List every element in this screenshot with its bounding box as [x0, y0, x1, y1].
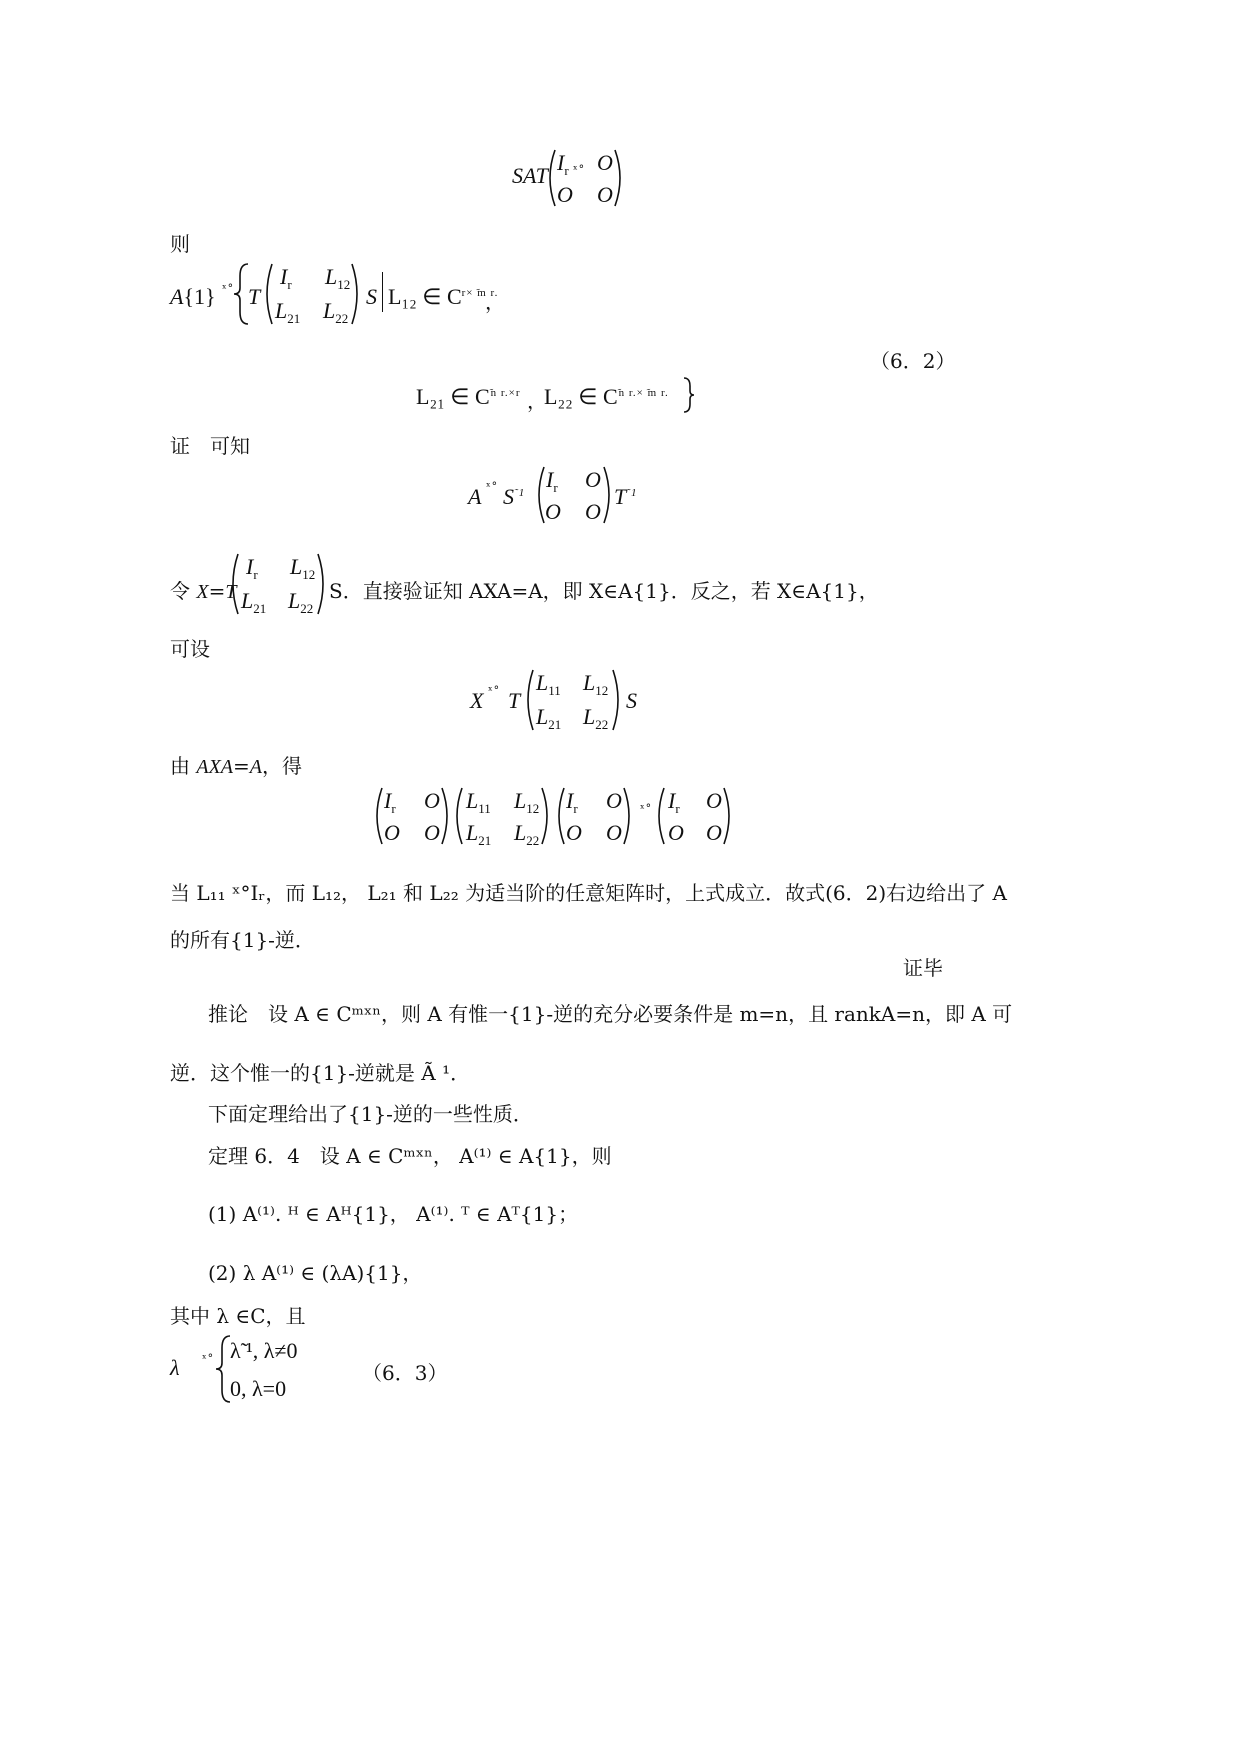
para-when-2: 的所有{1}-逆．: [170, 928, 315, 952]
text-kes: 可设: [170, 637, 210, 661]
eq5-m1-01: O: [424, 788, 440, 813]
where-line: 其中 λ ∈C，且: [170, 1304, 306, 1328]
eq5-m4-00: $I_r$: [668, 788, 680, 816]
eq3-lhs: A: [468, 484, 482, 509]
eq1-m01: O: [597, 150, 613, 175]
let-post: S．直接验证知 AXA=A，即 X∈A{1}．反之，若 X∈A{1}，: [329, 579, 879, 603]
text-ze: 则: [170, 232, 190, 256]
eq5-m1-11: O: [424, 820, 440, 845]
eq4-m10: $L_{21}$: [536, 704, 562, 732]
below-theorem: 下面定理给出了{1}-逆的一些性质．: [208, 1102, 533, 1126]
corollary-1: 推论 设 A ∈ Cᵐˣⁿ，则 A 有惟一{1}-逆的充分必要条件是 m=n，且 rankA=n，即 A 可: [208, 1002, 1013, 1026]
theorem-6-4: 定理 6．4 设 A ∈ Cᵐˣⁿ， A⁽¹⁾ ∈ A{1}，则: [208, 1144, 612, 1168]
eqnum-6-3: （6．3）: [362, 1361, 448, 1385]
eq4-m00: $L_{11}$: [536, 670, 561, 698]
eq4-mark: ˣ°: [488, 684, 501, 697]
eq5-m3-00: $I_r$: [566, 788, 578, 816]
eq5-m3-01: O: [606, 788, 622, 813]
eq5-m2-11: $L_{22}$: [514, 820, 540, 848]
eq2-close-brace: [682, 376, 696, 414]
eq1-m11: O: [597, 182, 613, 207]
item-1: (1) A⁽¹⁾. ᴴ ∈ Aᴴ{1}， A⁽¹⁾. ᵀ ∈ Aᵀ{1}；: [208, 1202, 579, 1226]
eq2-cond3: L₂₂ ∈ $C^{̃n r.\times ̃m r.}$: [544, 384, 669, 409]
eq5-m3-11: O: [606, 820, 622, 845]
eq3-m01: O: [585, 467, 601, 492]
eq5-m4-10: O: [668, 820, 684, 845]
eq5-m1-10: O: [384, 820, 400, 845]
eq4-S: S: [626, 688, 637, 713]
eq5-m4-01: O: [706, 788, 722, 813]
eq4-T: T: [508, 688, 521, 713]
eq4-m01: $L_{12}$: [583, 670, 609, 698]
para-when-1: 当 L₁₁ ˣ°Iᵣ，而 L₁₂， L₂₁ 和 L₂₂ 为适当阶的任意矩阵时，上式成立．故式(6．2)右边给出了 A: [170, 881, 1007, 905]
eq5-m2-10: $L_{21}$: [466, 820, 492, 848]
eq6-lhs: λ: [170, 1355, 180, 1380]
eq2-cond2: L₂₁ ∈ $C^{̃n r.\times r}$: [416, 384, 521, 409]
eq1-mark: ˣ°: [573, 163, 586, 176]
eq2-T: T: [248, 284, 261, 309]
eq2-m01: $L_{12}$: [325, 264, 351, 292]
eq2-m00: $I_r$: [280, 264, 292, 292]
eq3-T: $T^{̃ 1}$: [614, 484, 638, 509]
eq5-m3-10: O: [566, 820, 582, 845]
item-2: (2) λ A⁽¹⁾ ∈ (λA){1}，: [208, 1261, 423, 1285]
eq2-comma: ，: [485, 290, 505, 314]
eq4-m11: $L_{22}$: [583, 704, 609, 732]
qed: 证毕: [903, 956, 943, 980]
let-m11: $L_{22}$: [288, 588, 314, 616]
eq4-lhs: X: [470, 688, 484, 713]
eq2-lhs: A{1}: [170, 284, 216, 309]
eq1-m00: $I_r$: [557, 150, 569, 178]
let-m10: $L_{21}$: [241, 588, 267, 616]
eq3-m11: O: [585, 499, 601, 524]
eq2-mark: ˣ°: [222, 282, 235, 295]
eq3-mark: ˣ°: [486, 480, 499, 493]
eq3-m10: O: [545, 499, 561, 524]
text-from: 由 AXA=A，得: [170, 754, 302, 778]
eq5-m2-01: $L_{12}$: [514, 788, 540, 816]
eq6-case2: 0, λ=0: [230, 1376, 287, 1401]
let-pre: 令 X=T: [170, 579, 237, 603]
eq2-sep: ，: [527, 389, 547, 413]
let-m01: $L_{12}$: [290, 554, 316, 582]
eq5-m2-00: $L_{11}$: [466, 788, 491, 816]
eq5-m4-parens: [654, 786, 734, 846]
eq6-mark: ˣ°: [202, 1352, 215, 1365]
eq2-m10: $L_{21}$: [275, 298, 301, 326]
eq6-case1: λ̃ ¹, λ≠0: [230, 1338, 298, 1363]
eq5-mark: ˣ°: [640, 802, 653, 815]
eqnum-6-2: （6．2）: [870, 349, 956, 373]
eq2-cond1: L₁₂ ∈ $C^{r\times ̃m r.}$: [388, 284, 499, 309]
let-m00: $I_r$: [246, 554, 258, 582]
eq3-S: $S^{̃ 1}$: [503, 484, 526, 509]
eq5-m1-00: $I_r$: [384, 788, 396, 816]
eq3-m00: $I_r$: [546, 467, 558, 495]
eq2-m11: $L_{22}$: [323, 298, 349, 326]
eq2-S: S: [366, 284, 377, 309]
eq2-bar: [382, 272, 383, 312]
eq1-m10: O: [557, 182, 573, 207]
eq1-lhs: SAT: [512, 163, 548, 188]
eq5-m4-11: O: [706, 820, 722, 845]
text-proof-start: 证 可知: [170, 434, 250, 458]
corollary-2: 逆．这个惟一的{1}-逆就是 Ã ¹．: [170, 1061, 471, 1085]
